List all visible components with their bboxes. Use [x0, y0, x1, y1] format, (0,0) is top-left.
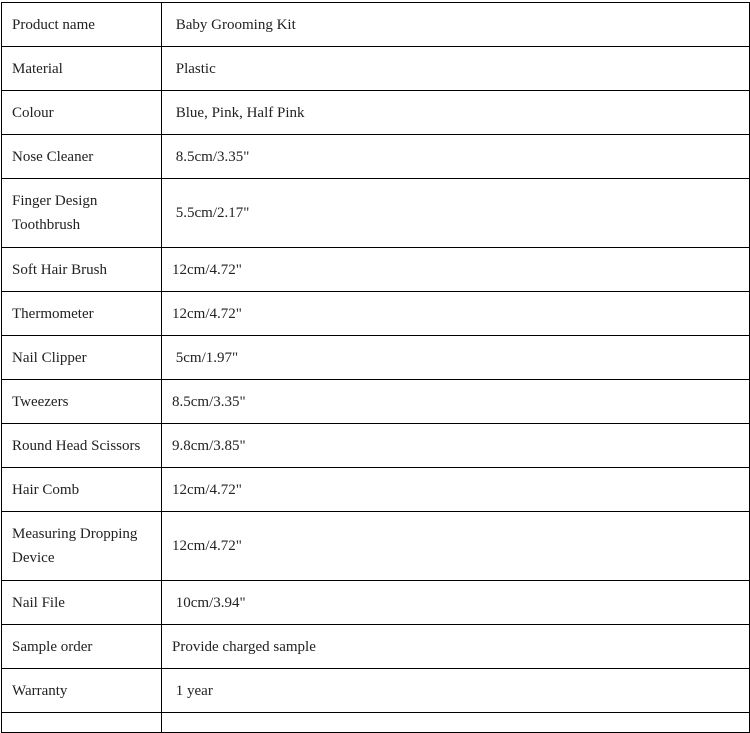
table-row	[2, 47, 750, 91]
spec-value: Baby Grooming Kit	[162, 3, 750, 47]
table-row	[2, 581, 750, 625]
table-row	[2, 468, 750, 512]
spec-value: 5.5cm/2.17"	[162, 179, 750, 248]
product-spec-table	[1, 2, 750, 733]
spec-value: Plastic	[162, 47, 750, 91]
table-row	[2, 512, 750, 581]
table-row	[2, 91, 750, 135]
spec-label: Round Head Scissors	[2, 424, 162, 468]
spec-value: 12cm/4.72"	[162, 468, 750, 512]
table-row	[2, 625, 750, 669]
spec-label: Hair Comb	[2, 468, 162, 512]
spec-label: Product name	[2, 3, 162, 47]
table-row	[2, 135, 750, 179]
table-row	[2, 424, 750, 468]
spec-label: Nose Cleaner	[2, 135, 162, 179]
spec-label: Sample order	[2, 625, 162, 669]
spec-value: 9.8cm/3.85"	[162, 424, 750, 468]
spec-value: 12cm/4.72"	[162, 292, 750, 336]
spec-label: Nail File	[2, 581, 162, 625]
spec-label: Warranty	[2, 669, 162, 713]
spec-value: 12cm/4.72"	[162, 248, 750, 292]
spec-label: Thermometer	[2, 292, 162, 336]
spec-value: Provide charged sample	[162, 625, 750, 669]
spec-label: Material	[2, 47, 162, 91]
spec-value: 1 year	[162, 669, 750, 713]
spec-value: 8.5cm/3.35"	[162, 380, 750, 424]
table-row	[2, 336, 750, 380]
spec-label: Colour	[2, 91, 162, 135]
table-row	[2, 179, 750, 248]
spec-label: Finger Design Toothbrush	[2, 179, 162, 248]
spec-label: Measuring Dropping Device	[2, 512, 162, 581]
spec-value: 10cm/3.94"	[162, 581, 750, 625]
spec-label: Nail Clipper	[2, 336, 162, 380]
spec-value: 5cm/1.97"	[162, 336, 750, 380]
spec-label: Tweezers	[2, 380, 162, 424]
spec-value: 12cm/4.72"	[162, 512, 750, 581]
spec-value: 8.5cm/3.35"	[162, 135, 750, 179]
table-row	[2, 248, 750, 292]
table-row	[2, 292, 750, 336]
table-row	[2, 3, 750, 47]
spec-label: Soft Hair Brush	[2, 248, 162, 292]
spec-value: Blue, Pink, Half Pink	[162, 91, 750, 135]
table-row	[2, 380, 750, 424]
table-row	[2, 669, 750, 713]
